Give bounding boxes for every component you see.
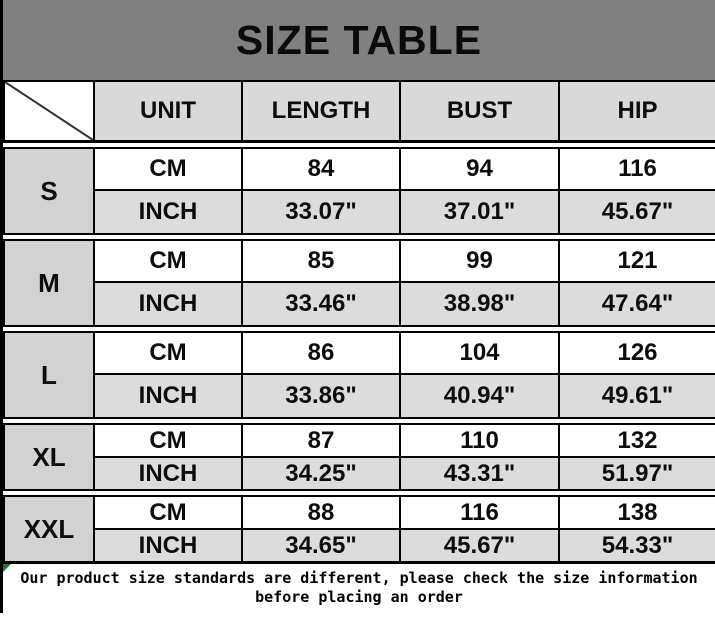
inch-length-value: 33.86" [243,375,399,417]
unit-label-cm: CM [95,425,241,456]
inch-bust-value: 40.94" [401,375,558,417]
col-header-hip: HIP [560,82,715,140]
cm-hip-value: 132 [560,425,715,456]
cm-hip-value: 121 [560,241,715,281]
col-header-unit: UNIT [95,82,241,140]
table-header-row [3,80,715,143]
unit-label-inch: INCH [95,375,241,417]
cm-hip-value: 116 [560,149,715,189]
cm-hip-value: 138 [560,497,715,528]
size-label: XL [5,425,93,489]
cm-bust-value: 116 [401,497,558,528]
inch-bust-value: 38.98" [401,283,558,325]
size-label: XXL [5,497,93,561]
inch-length-value: 34.25" [243,458,399,489]
size-label: M [5,241,93,325]
inch-bust-value: 37.01" [401,191,558,233]
cm-length-value: 85 [243,241,399,281]
unit-label-cm: CM [95,241,241,281]
size-note [3,564,715,613]
col-header-bust: BUST [401,82,558,140]
cm-bust-value: 110 [401,425,558,456]
size-row-group-s [3,147,715,235]
cm-length-value: 84 [243,149,399,189]
inch-length-value: 34.65" [243,530,399,561]
unit-label-cm: CM [95,497,241,528]
unit-label-inch: INCH [95,191,241,233]
unit-label-cm: CM [95,333,241,373]
inch-length-value: 33.46" [243,283,399,325]
inch-length-value: 33.07" [243,191,399,233]
col-header-length: LENGTH [243,82,399,140]
cm-length-value: 87 [243,425,399,456]
size-note-line1: Our product size standards are different, please check the size information [20,569,698,587]
unit-label-inch: INCH [95,458,241,489]
size-row-group-xl [3,423,715,491]
cm-length-value: 88 [243,497,399,528]
inch-bust-value: 43.31" [401,458,558,489]
size-note-line2: before placing an order [255,588,463,606]
diagonal-line-icon [5,82,93,140]
size-row-group-m [3,239,715,327]
cm-length-value: 86 [243,333,399,373]
inch-hip-value: 47.64" [560,283,715,325]
size-row-group-l [3,331,715,419]
cm-bust-value: 94 [401,149,558,189]
diagonal-cell [5,82,93,140]
inch-hip-value: 51.97" [560,458,715,489]
cm-hip-value: 126 [560,333,715,373]
cm-bust-value: 99 [401,241,558,281]
unit-label-inch: INCH [95,530,241,561]
inch-hip-value: 45.67" [560,191,715,233]
page-title: SIZE TABLE [3,0,715,80]
size-label: S [5,149,93,233]
cm-bust-value: 104 [401,333,558,373]
inch-hip-value: 49.61" [560,375,715,417]
inch-hip-value: 54.33" [560,530,715,561]
unit-label-cm: CM [95,149,241,189]
green-corner-icon [3,564,11,572]
inch-bust-value: 45.67" [401,530,558,561]
size-row-group-xxl [3,495,715,564]
size-label: L [5,333,93,417]
unit-label-inch: INCH [95,283,241,325]
